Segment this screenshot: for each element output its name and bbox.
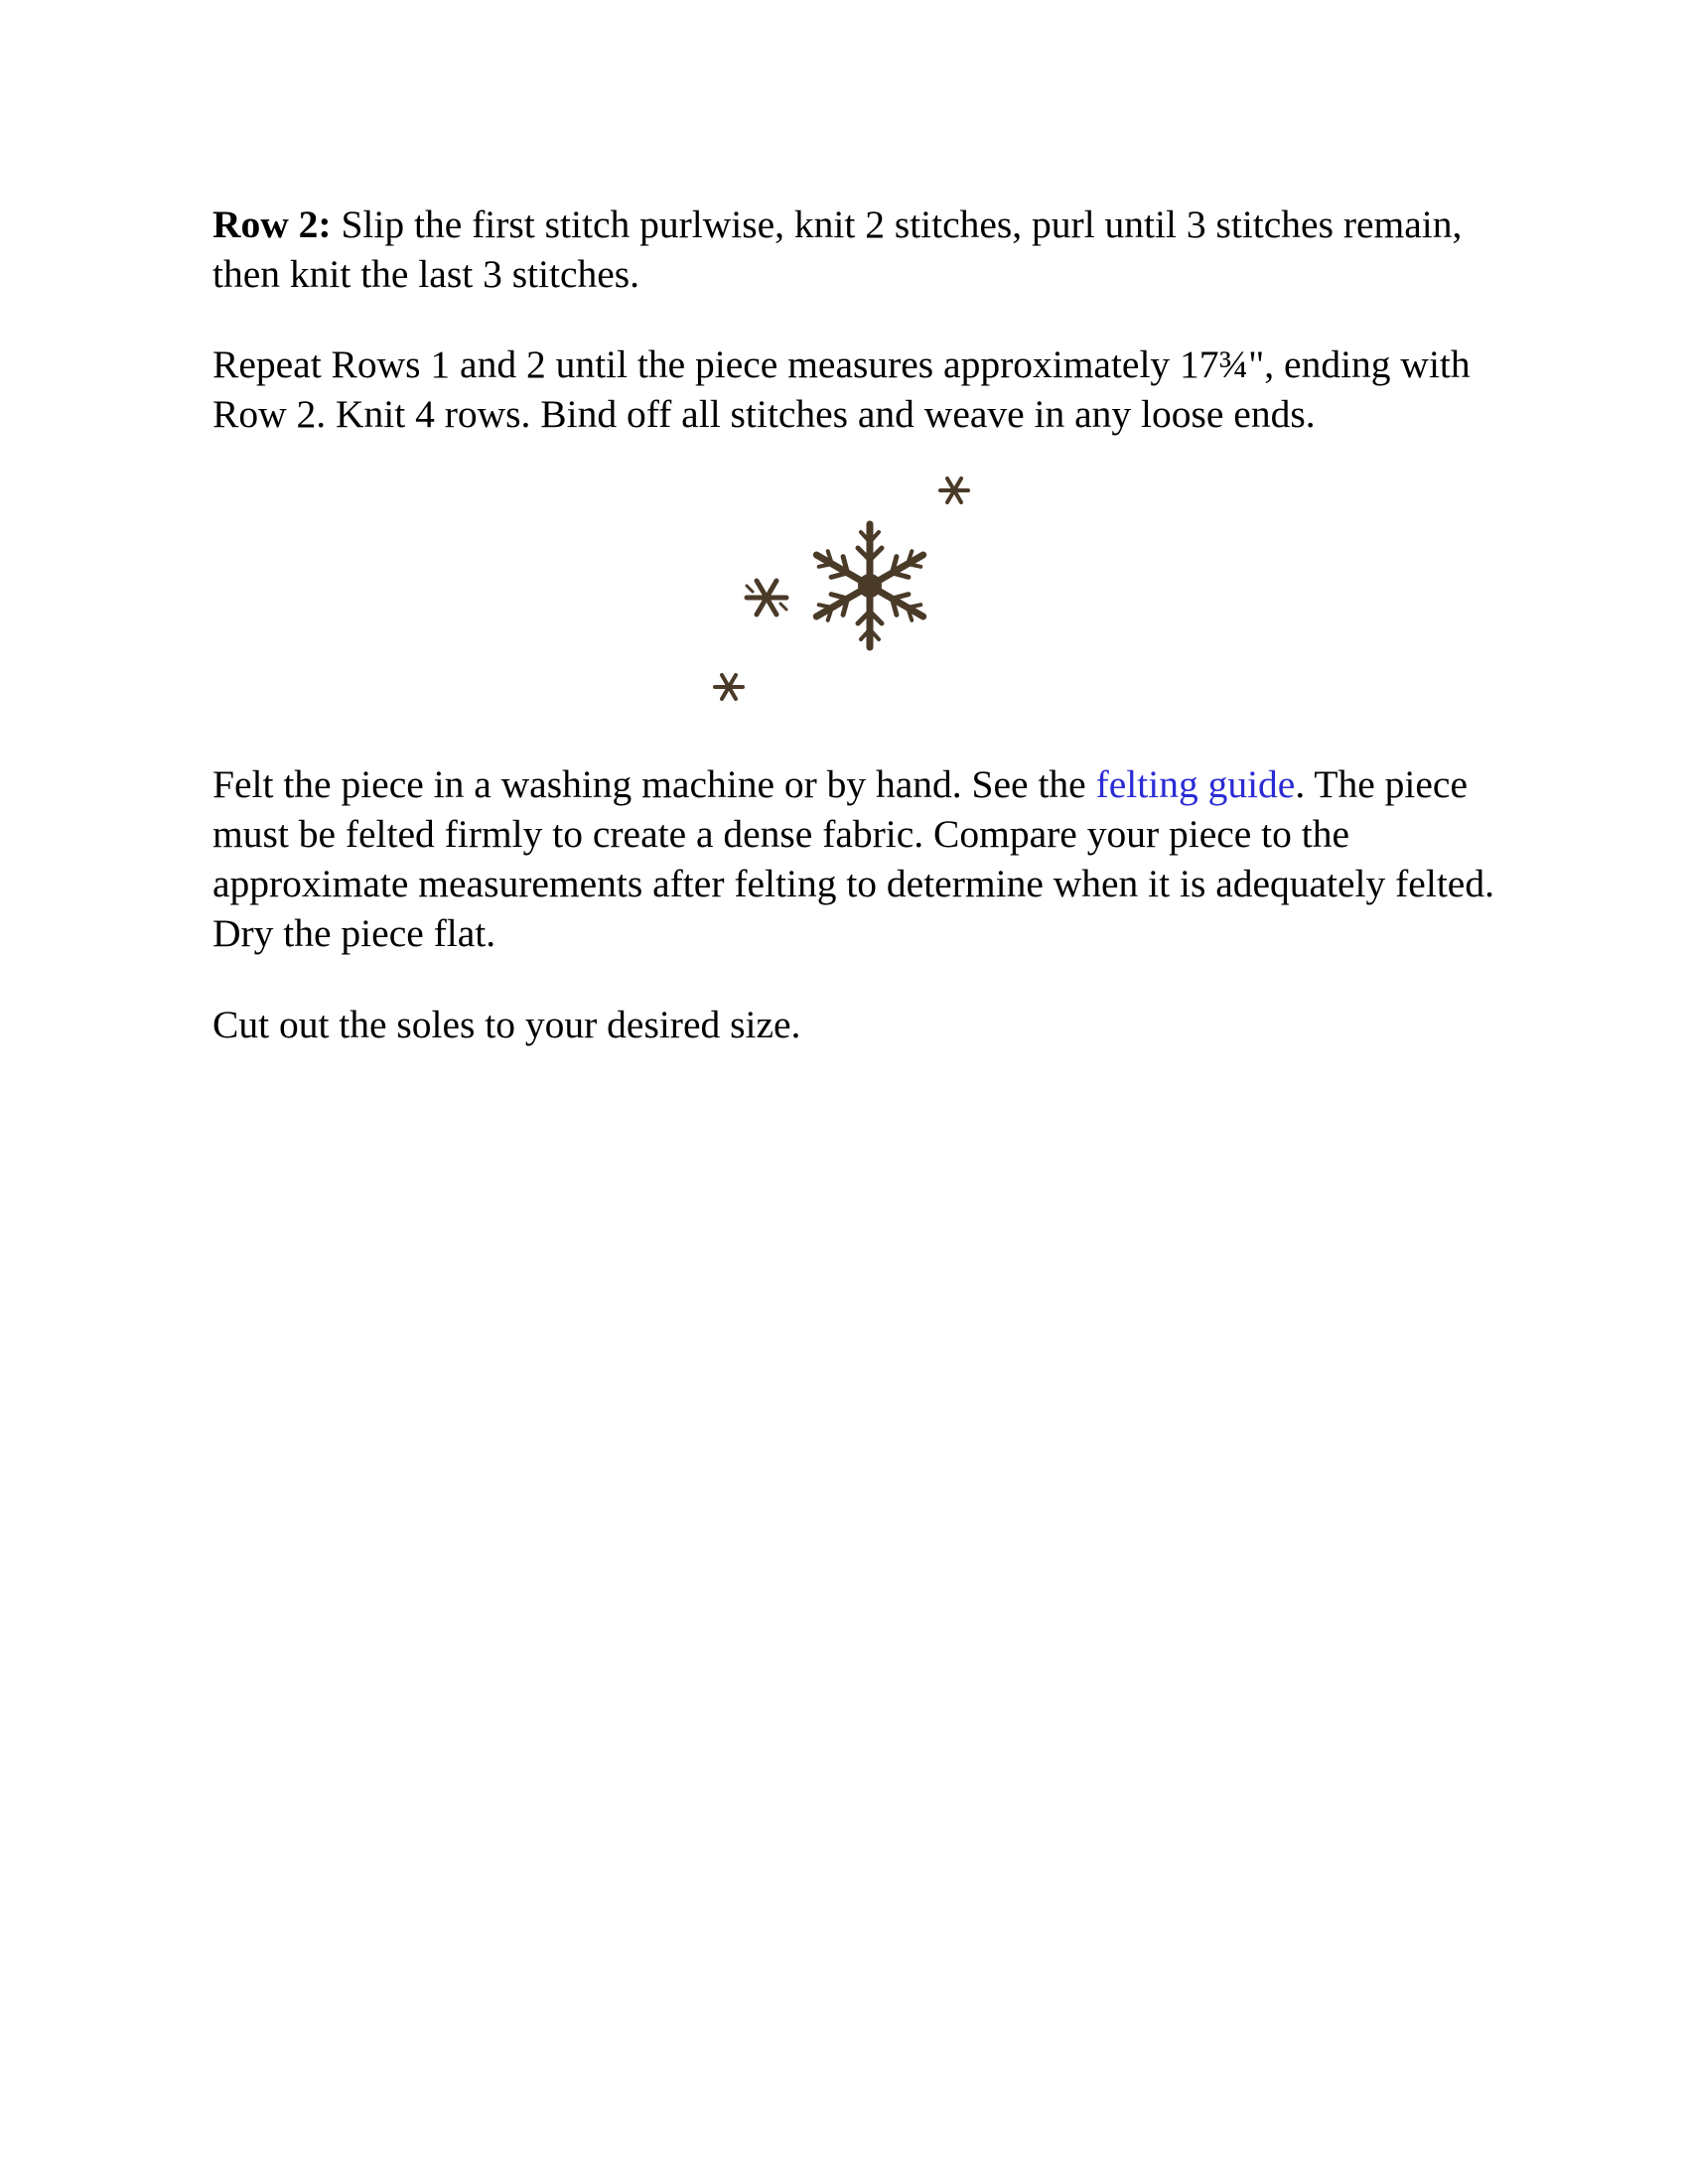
row-2-text: Slip the first stitch purlwise, knit 2 stitches, purl until 3 stitches remain, then knit the last 3 stitches. [212, 203, 1463, 296]
snowflake-large-icon [810, 524, 928, 647]
felting-instruction [212, 759, 1503, 958]
snowflake-medium-icon [747, 581, 786, 614]
felting-text-before: Felt the piece in a washing machine or by hand. See the [212, 762, 1096, 806]
row-2-instruction [212, 200, 1503, 299]
repeat-instruction: Repeat Rows 1 and 2 until the piece measures approximately 17¾", ending with Row 2. Knit 4 rows. Bind off all stitches and weave in any loose ends. [212, 342, 1471, 436]
felting-guide-link[interactable]: felting guide [1095, 762, 1296, 806]
row-2-label: Row 2: [212, 203, 332, 246]
snowflake-cluster-icon [695, 467, 993, 725]
snowflake-small-top-icon [940, 478, 968, 502]
snowflake-small-bottom-icon [715, 675, 743, 699]
cut-instruction: Cut out the soles to your desired size. [212, 1003, 801, 1046]
felting-text-after: . The piece must be felted firmly to create a dense fabric. Compare your piece to the approximate measurements after felting to determine when it is adequately felted. Dry the piece flat. [212, 762, 1494, 955]
